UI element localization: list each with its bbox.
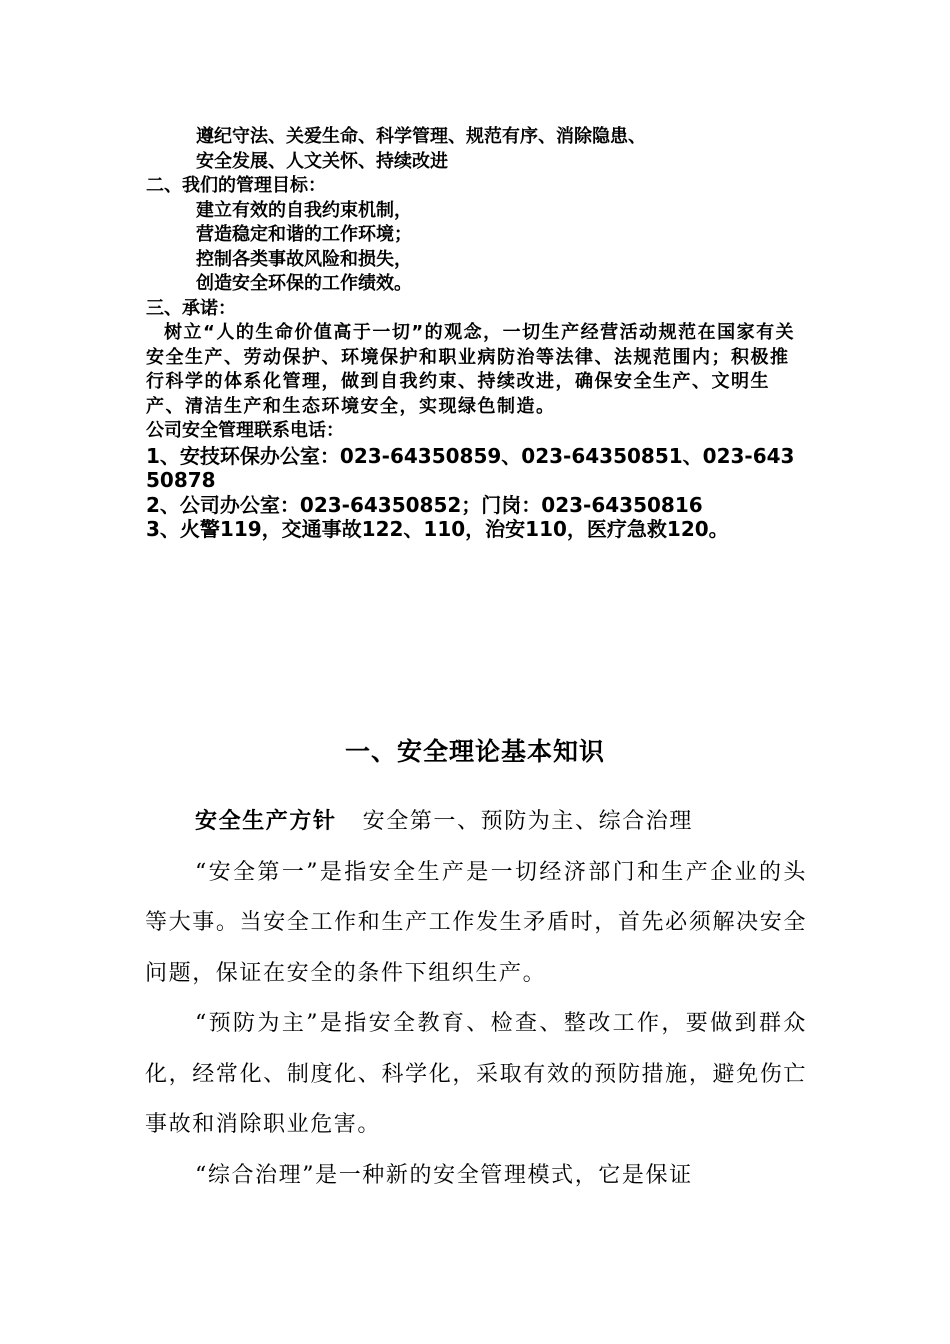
- safety-policy-block: [146, 125, 806, 542]
- promise-heading: 三、承诺：: [146, 297, 236, 319]
- section-title: 一、安全理论基本知识: [344, 737, 605, 766]
- policy-paragraph: [145, 797, 807, 848]
- body-paragraph: “综合治理”是一种新的安全管理模式，它是保证: [195, 1162, 693, 1188]
- contact-line: 3、火警119，交通事故122、110，治安110，医疗急救120。: [146, 517, 729, 541]
- goal-item: 建立有效的自我约束机制，: [196, 199, 412, 221]
- policy-label: 安全生产方针: [195, 809, 337, 834]
- policy-text: 安全第一、预防为主、综合治理: [362, 809, 694, 834]
- section-body: [145, 797, 807, 1201]
- body-paragraph: “安全第一”是指安全生产是一切经济部门和生产企业的头等大事。当安全工作和生产工作发生矛盾时，首先必须解决安全问题，保证在安全的条件下组织生产。: [145, 859, 807, 986]
- values-line-2: 安全发展、人文关怀、持续改进: [196, 150, 448, 172]
- goal-item: 创造安全环保的工作绩效。: [196, 273, 412, 294]
- goal-item: 控制各类事故风险和损失，: [196, 248, 412, 270]
- promise-text: 树立“人的生命价值高于一切”的观念，一切生产经营活动规范在国家有关安全生产、劳动保护、环境保护和职业病防治等法律、法规范围内；积极推行科学的体系化管理，做到自我约束、持续改进，确保安全生产、文明生产、清洁生产和生态环境安全，实现绿色制造。: [146, 322, 796, 417]
- contact-line: 2、公司办公室：023-64350852；门岗：023-64350816: [146, 492, 703, 517]
- goals-heading: 二、我们的管理目标：: [146, 175, 326, 196]
- values-line-1: 遵纪守法、关爱生命、科学管理、规范有序、消除隐患、: [196, 126, 646, 147]
- body-paragraph: “预防为主”是指安全教育、检查、整改工作，要做到群众化，经常化、制度化、科学化，采取有效的预防措施，避免伤亡事故和消除职业危害。: [145, 1011, 807, 1137]
- contacts-heading: 公司安全管理联系电话：: [146, 420, 344, 441]
- goal-item: 营造稳定和谐的工作环境；: [196, 224, 412, 245]
- contact-line: 1、安技环保办公室：023-64350859、023-64350851、023-64350878: [146, 443, 795, 492]
